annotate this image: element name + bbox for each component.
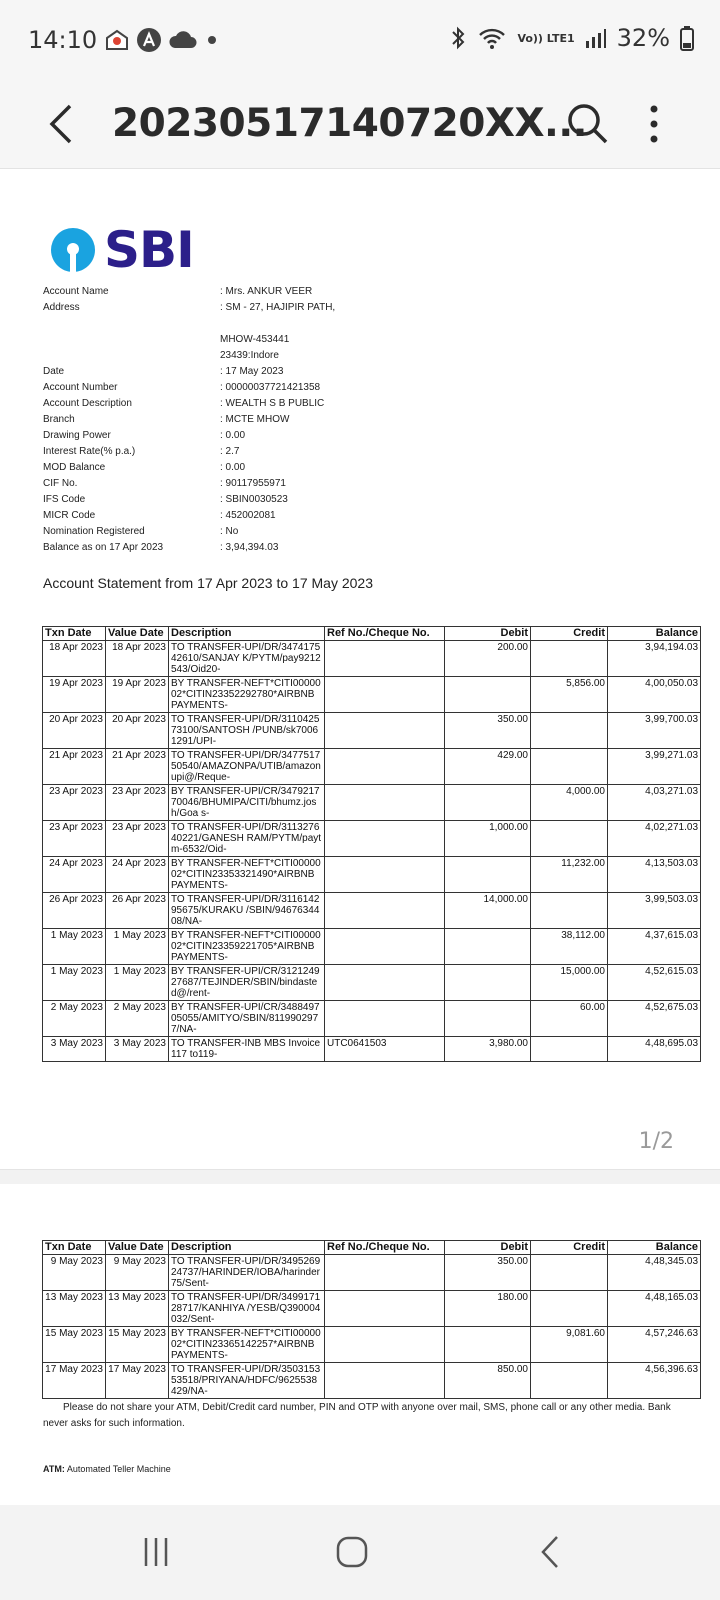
account-info-value: : 3,94,394.03 [220, 542, 279, 553]
document-title: 20230517140720XX... [112, 101, 587, 146]
debit-cell: 1,000.00 [445, 821, 531, 857]
ref-cell [325, 893, 445, 929]
account-info-value: : WEALTH S B PUBLIC [220, 398, 325, 409]
pdf-viewer[interactable] [0, 169, 720, 1505]
account-info-row [43, 380, 335, 396]
col-header-description: Description [169, 627, 325, 641]
balance-cell: 4,57,246.63 [608, 1327, 701, 1363]
account-info-label [43, 316, 220, 332]
debit-cell [445, 929, 531, 965]
credit-cell [531, 1037, 608, 1062]
credit-cell: 9,081.60 [531, 1327, 608, 1363]
description-cell: TO TRANSFER-UPI/DR/347417542610/SANJAY K/PYTM/pay9212543/Oid20- [169, 641, 325, 677]
debit-cell: 350.00 [445, 713, 531, 749]
ref-cell [325, 641, 445, 677]
ref-cell [325, 1327, 445, 1363]
account-info-label: Nomination Registered [43, 526, 145, 537]
balance-cell: 4,48,165.03 [608, 1291, 701, 1327]
ref-cell [325, 821, 445, 857]
description-cell: TO TRANSFER-UPI/DR/349917128717/KANHIYA /YESB/Q390004032/Sent- [169, 1291, 325, 1327]
credit-cell [531, 641, 608, 677]
credit-cell: 38,112.00 [531, 929, 608, 965]
balance-cell: 4,00,050.03 [608, 677, 701, 713]
value-date-cell: 1 May 2023 [106, 965, 169, 1001]
value-date-cell: 19 Apr 2023 [106, 677, 169, 713]
account-info-value: : 17 May 2023 [220, 366, 284, 377]
value-date-cell: 15 May 2023 [106, 1327, 169, 1363]
ref-cell: UTC0641503 [325, 1037, 445, 1062]
description-cell: BY TRANSFER-UPI/CR/347921770046/BHUMIPA/CITI/bhumz.josh/Goa s- [169, 785, 325, 821]
txn-date-cell: 24 Apr 2023 [43, 857, 106, 893]
table-header-row [43, 627, 701, 641]
chevron-left-icon [40, 94, 80, 154]
more-vertical-icon [636, 96, 672, 152]
account-info-row [43, 460, 335, 476]
debit-cell: 200.00 [445, 641, 531, 677]
value-date-cell: 21 Apr 2023 [106, 749, 169, 785]
account-info-value: MHOW-453441 [220, 334, 290, 345]
txn-date-cell: 21 Apr 2023 [43, 749, 106, 785]
ref-cell [325, 1291, 445, 1327]
ref-cell [325, 749, 445, 785]
value-date-cell: 20 Apr 2023 [106, 713, 169, 749]
pdf-page-1 [0, 169, 720, 1169]
txn-date-cell: 23 Apr 2023 [43, 785, 106, 821]
network-type: Vo)) LTE1 [517, 31, 575, 45]
account-info-value: : 0.00 [220, 462, 246, 473]
debit-cell: 850.00 [445, 1363, 531, 1399]
status-bar [0, 0, 720, 80]
txn-date-cell: 13 May 2023 [43, 1291, 106, 1327]
ref-cell [325, 929, 445, 965]
account-info-value: : No [220, 526, 239, 537]
table-row [43, 1001, 701, 1037]
account-info-label: Account Name [43, 286, 109, 297]
debit-cell [445, 785, 531, 821]
debit-cell: 3,980.00 [445, 1037, 531, 1062]
table-row [43, 857, 701, 893]
txn-date-cell: 1 May 2023 [43, 929, 106, 965]
navigation-bar [0, 1505, 720, 1600]
txn-date-cell: 18 Apr 2023 [43, 641, 106, 677]
col-header-txn-date: Txn Date [43, 1241, 106, 1255]
account-info-label: MOD Balance [43, 462, 106, 473]
account-info-label: Account Description [43, 398, 132, 409]
back-button[interactable] [40, 94, 80, 154]
account-info-label: Branch [43, 414, 75, 425]
ref-cell [325, 1001, 445, 1037]
value-date-cell: 2 May 2023 [106, 1001, 169, 1037]
balance-cell: 3,99,503.03 [608, 893, 701, 929]
balance-cell: 4,48,345.03 [608, 1255, 701, 1291]
balance-cell: 4,02,271.03 [608, 821, 701, 857]
account-info-row [43, 332, 335, 348]
txn-date-cell: 9 May 2023 [43, 1255, 106, 1291]
value-date-cell: 23 Apr 2023 [106, 821, 169, 857]
account-info-label [43, 332, 220, 348]
app-bar [0, 80, 720, 169]
table-row [43, 713, 701, 749]
col-header-debit: Debit [445, 1241, 531, 1255]
ref-cell [325, 857, 445, 893]
ref-cell [325, 785, 445, 821]
col-header-debit: Debit [445, 627, 531, 641]
value-date-cell: 13 May 2023 [106, 1291, 169, 1327]
txn-date-cell: 20 Apr 2023 [43, 713, 106, 749]
table-row [43, 1327, 701, 1363]
account-info-row [43, 284, 335, 300]
account-info-label [43, 348, 220, 364]
home-icon [332, 1532, 372, 1572]
balance-cell: 4,48,695.03 [608, 1037, 701, 1062]
ref-cell [325, 677, 445, 713]
description-cell: TO TRANSFER-UPI/DR/349526924737/HARINDER/IOBA/harinder75/Sent- [169, 1255, 325, 1291]
account-info-value: : 0.00 [220, 430, 246, 441]
page-indicator: 1/2 [638, 1129, 674, 1154]
table-row [43, 785, 701, 821]
credit-cell [531, 1363, 608, 1399]
description-cell: TO TRANSFER-UPI/DR/311614295675/KURAKU /SBIN/9467634408/NA- [169, 893, 325, 929]
description-cell: BY TRANSFER-NEFT*CITI0000002*CITIN23352292780*AIRBNB PAYMENTS- [169, 677, 325, 713]
notification-icons [104, 26, 220, 54]
col-header-balance: Balance [608, 1241, 701, 1255]
table-row [43, 1363, 701, 1399]
description-cell: BY TRANSFER-UPI/CR/312124927687/TEJINDER/SBIN/bindasted@/rent- [169, 965, 325, 1001]
credit-cell: 60.00 [531, 1001, 608, 1037]
ref-cell [325, 965, 445, 1001]
account-info-label: Balance as on 17 Apr 2023 [43, 542, 164, 553]
col-header-value-date: Value Date [106, 1241, 169, 1255]
debit-cell [445, 1001, 531, 1037]
txn-date-cell: 1 May 2023 [43, 965, 106, 1001]
description-cell: TO TRANSFER-UPI/DR/347751750540/AMAZONPA/UTIB/amazonupi@/Reque- [169, 749, 325, 785]
account-info-value: : MCTE MHOW [220, 414, 290, 425]
account-info-value: 23439:Indore [220, 350, 279, 361]
home-button[interactable] [322, 1529, 382, 1575]
value-date-cell: 17 May 2023 [106, 1363, 169, 1399]
description-cell: TO TRANSFER-UPI/DR/350315353518/PRIYANA/HDFC/9625538429/NA- [169, 1363, 325, 1399]
col-header-txn-date: Txn Date [43, 627, 106, 641]
account-info-row [43, 540, 335, 556]
description-cell: TO TRANSFER-UPI/DR/311327640221/GANESH RAM/PYTM/paytm-6532/Oid- [169, 821, 325, 857]
debit-cell: 350.00 [445, 1255, 531, 1291]
balance-cell: 3,99,700.03 [608, 713, 701, 749]
atm-term: ATM: [43, 1464, 65, 1474]
atm-footnote [43, 1464, 171, 1474]
value-date-cell: 26 Apr 2023 [106, 893, 169, 929]
credit-cell [531, 749, 608, 785]
txn-date-cell: 2 May 2023 [43, 1001, 106, 1037]
account-info-row [43, 396, 335, 412]
table-row [43, 749, 701, 785]
credit-cell: 11,232.00 [531, 857, 608, 893]
cloud-icon [168, 29, 198, 51]
table-row [43, 929, 701, 965]
account-info-row [43, 444, 335, 460]
account-info-row [43, 348, 335, 364]
page-separator [0, 1169, 720, 1185]
description-cell: TO TRANSFER-UPI/DR/311042573100/SANTOSH /PUNB/sk70061291/UPI- [169, 713, 325, 749]
account-info-row [43, 316, 335, 332]
account-info-row [43, 300, 335, 316]
table-row [43, 1037, 701, 1062]
txn-date-cell: 17 May 2023 [43, 1363, 106, 1399]
account-info-label: Address [43, 302, 80, 313]
status-time: 14:10 [28, 26, 98, 54]
value-date-cell: 3 May 2023 [106, 1037, 169, 1062]
table-header-row [43, 1241, 701, 1255]
credit-cell [531, 1291, 608, 1327]
transactions-table [42, 626, 701, 1062]
recent-apps-button[interactable] [126, 1529, 186, 1575]
account-info-value: : 2.7 [220, 446, 240, 457]
account-info-row [43, 508, 335, 524]
txn-date-cell: 19 Apr 2023 [43, 677, 106, 713]
ref-cell [325, 713, 445, 749]
txn-date-cell: 15 May 2023 [43, 1327, 106, 1363]
table-row [43, 821, 701, 857]
statement-title: Account Statement from 17 Apr 2023 to 17 May 2023 [43, 575, 373, 591]
account-info-value: : 00000037721421358 [220, 382, 321, 393]
account-info-value: : 452002081 [220, 510, 276, 521]
col-header-value-date: Value Date [106, 627, 169, 641]
recent-apps-icon [136, 1532, 176, 1572]
bluetooth-icon [449, 25, 467, 51]
pdf-page-2 [0, 1184, 720, 1505]
description-cell: TO TRANSFER-INB MBS Invoice 117 to119- [169, 1037, 325, 1062]
credit-cell: 15,000.00 [531, 965, 608, 1001]
account-info-value: : Mrs. ANKUR VEER [220, 286, 313, 297]
debit-cell [445, 857, 531, 893]
col-header-credit: Credit [531, 1241, 608, 1255]
account-info-label: Drawing Power [43, 430, 111, 441]
debit-cell [445, 1327, 531, 1363]
transactions-table-continued [42, 1240, 701, 1399]
value-date-cell: 23 Apr 2023 [106, 785, 169, 821]
account-info-label: MICR Code [43, 510, 96, 521]
chevron-left-icon [530, 1532, 570, 1572]
col-header-ref: Ref No./Cheque No. [325, 627, 445, 641]
balance-cell: 3,99,271.03 [608, 749, 701, 785]
account-info [43, 284, 335, 556]
balance-cell: 4,56,396.63 [608, 1363, 701, 1399]
debit-cell [445, 677, 531, 713]
account-info-label: Account Number [43, 382, 118, 393]
value-date-cell: 18 Apr 2023 [106, 641, 169, 677]
debit-cell: 180.00 [445, 1291, 531, 1327]
credit-cell [531, 821, 608, 857]
txn-date-cell: 26 Apr 2023 [43, 893, 106, 929]
description-cell: BY TRANSFER-NEFT*CITI0000002*CITIN23365142257*AIRBNB PAYMENTS- [169, 1327, 325, 1363]
txn-date-cell: 23 Apr 2023 [43, 821, 106, 857]
battery-icon [680, 25, 694, 51]
ref-cell [325, 1255, 445, 1291]
account-info-label: Interest Rate(% p.a.) [43, 446, 136, 457]
account-info-row [43, 412, 335, 428]
balance-cell: 4,52,675.03 [608, 1001, 701, 1037]
table-row [43, 1255, 701, 1291]
balance-cell: 4,13,503.03 [608, 857, 701, 893]
credit-cell [531, 893, 608, 929]
dot-icon [204, 32, 220, 48]
mail-notification-icon [104, 28, 130, 52]
balance-cell: 4,03,271.03 [608, 785, 701, 821]
status-right [449, 24, 694, 52]
description-cell: BY TRANSFER-NEFT*CITI0000002*CITIN23353321490*AIRBNB PAYMENTS- [169, 857, 325, 893]
wifi-icon [477, 25, 507, 51]
account-info-row [43, 476, 335, 492]
col-header-balance: Balance [608, 627, 701, 641]
account-info-label: IFS Code [43, 494, 86, 505]
value-date-cell: 1 May 2023 [106, 929, 169, 965]
balance-cell: 4,37,615.03 [608, 929, 701, 965]
atm-definition: Automated Teller Machine [66, 1464, 171, 1474]
sbi-logo-text: SBI [104, 221, 194, 279]
account-info-value: : SBIN0030523 [220, 494, 288, 505]
credit-cell [531, 1255, 608, 1291]
nav-back-button[interactable] [520, 1529, 580, 1575]
debit-cell: 14,000.00 [445, 893, 531, 929]
balance-cell: 4,52,615.03 [608, 965, 701, 1001]
account-info-row [43, 364, 335, 380]
sbi-logo [50, 221, 194, 279]
credit-cell: 5,856.00 [531, 677, 608, 713]
app-a-icon [136, 27, 162, 53]
account-info-row [43, 524, 335, 540]
value-date-cell: 9 May 2023 [106, 1255, 169, 1291]
account-info-row [43, 428, 335, 444]
more-options-button[interactable] [636, 96, 672, 152]
table-row [43, 641, 701, 677]
account-info-value: : SM - 27, HAJIPIR PATH, [220, 302, 336, 313]
security-notice: Please do not share your ATM, Debit/Credit card number, PIN and OTP with anyone over mail, SMS, phone call or any other media. Bank never asks for such information. [43, 1402, 671, 1429]
table-row [43, 677, 701, 713]
signal-icon [585, 27, 607, 49]
table-row [43, 965, 701, 1001]
description-cell: BY TRANSFER-NEFT*CITI0000002*CITIN23359221705*AIRBNB PAYMENTS- [169, 929, 325, 965]
battery-percent: 32% [616, 24, 670, 52]
ref-cell [325, 1363, 445, 1399]
credit-cell: 4,000.00 [531, 785, 608, 821]
table-row [43, 893, 701, 929]
search-button[interactable] [560, 96, 616, 152]
sbi-keyhole-icon [50, 227, 96, 273]
account-info-row [43, 492, 335, 508]
account-info-label: Date [43, 366, 65, 377]
description-cell: BY TRANSFER-UPI/CR/348849705055/AMITYO/SBIN/8119902977/NA- [169, 1001, 325, 1037]
table-row [43, 1291, 701, 1327]
col-header-description: Description [169, 1241, 325, 1255]
credit-cell [531, 713, 608, 749]
value-date-cell: 24 Apr 2023 [106, 857, 169, 893]
search-icon [560, 96, 616, 152]
account-info-label: CIF No. [43, 478, 78, 489]
account-info-value: : 90117955971 [220, 478, 286, 489]
txn-date-cell: 3 May 2023 [43, 1037, 106, 1062]
debit-cell: 429.00 [445, 749, 531, 785]
col-header-credit: Credit [531, 627, 608, 641]
balance-cell: 3,94,194.03 [608, 641, 701, 677]
debit-cell [445, 965, 531, 1001]
col-header-ref: Ref No./Cheque No. [325, 1241, 445, 1255]
